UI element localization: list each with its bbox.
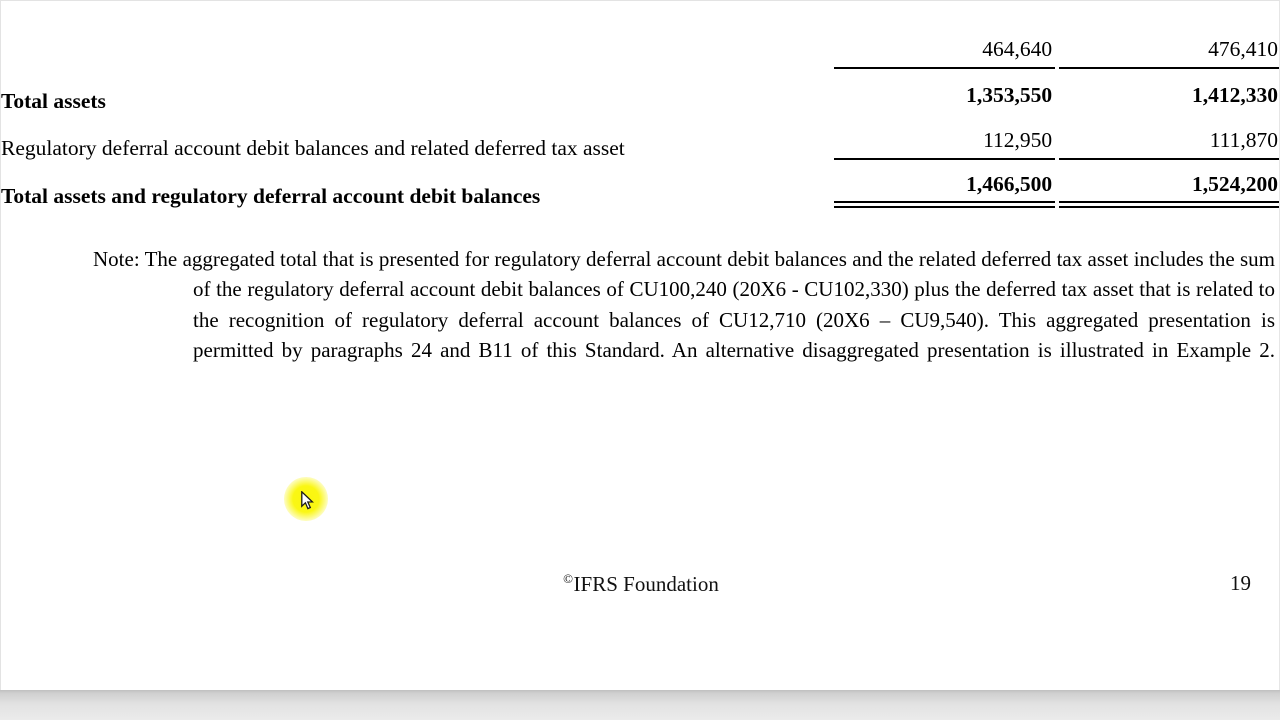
table-spacer-row bbox=[1, 160, 1280, 174]
value-text: 1,353,550 bbox=[966, 82, 1053, 107]
note-text: The aggregated total that is presented for regulatory deferral account debit balances and the related deferred tax asset includes the sum of the regulatory deferral account debit balances of CU100,240 (20X6 - CU102,330) plus the deferred tax asset that is related to the recognition of regulatory deferral account balances of CU12,710 (20X6 – CU9,540). This aggregated presentation is permitted by paragraphs 24 and B11 of this Standard. An alternative disaggregated presentation is illustrated in Example 2. bbox=[144, 247, 1275, 363]
row-label: Total assets and regulatory deferral account debit balances bbox=[1, 184, 541, 209]
table-spacer-row bbox=[1, 112, 1280, 130]
row-value-prior bbox=[1059, 171, 1280, 208]
footer-copyright bbox=[1, 571, 1280, 597]
row-value-current bbox=[834, 171, 1056, 208]
table-row bbox=[1, 39, 1280, 69]
table-row-grand-total bbox=[1, 174, 1280, 208]
row-label: Regulatory deferral account debit balances and related deferred tax asset bbox=[1, 136, 625, 160]
row-value-current bbox=[834, 39, 1056, 69]
cursor-highlight-icon bbox=[284, 477, 328, 521]
copyright-icon: © bbox=[563, 571, 574, 586]
value-text: 1,524,200 bbox=[1059, 174, 1280, 204]
table-row-regulatory-deferral bbox=[1, 130, 1280, 160]
spacer-cell bbox=[1, 69, 834, 85]
table-spacer-row bbox=[1, 1, 1280, 39]
footer-organization: IFRS Foundation bbox=[573, 572, 719, 596]
value-text: 112,950 bbox=[834, 130, 1056, 160]
spacer-cell bbox=[834, 1, 1056, 39]
row-value-current bbox=[834, 82, 1056, 113]
value-text: 476,410 bbox=[1059, 39, 1280, 69]
mouse-cursor bbox=[284, 477, 328, 521]
financial-statement-table bbox=[1, 1, 1280, 208]
row-value-prior bbox=[1059, 39, 1280, 69]
value-text: 464,640 bbox=[834, 39, 1056, 69]
spacer-cell bbox=[1059, 1, 1280, 39]
row-label bbox=[1, 39, 834, 69]
value-text: 111,870 bbox=[1059, 130, 1280, 160]
arrow-pointer-icon bbox=[301, 491, 315, 510]
spacer-cell bbox=[1, 1, 834, 39]
spacer-cell bbox=[1, 112, 834, 130]
spacer-cell bbox=[1, 160, 834, 174]
table-row-total-assets bbox=[1, 85, 1280, 113]
note-lead-label: Note: bbox=[93, 247, 140, 271]
window-bottom-chrome bbox=[0, 690, 1280, 720]
note-paragraph bbox=[93, 244, 1275, 396]
row-value-prior bbox=[1059, 130, 1280, 160]
double-rule bbox=[834, 206, 1056, 208]
row-value-prior bbox=[1059, 82, 1280, 113]
value-text: 1,466,500 bbox=[834, 174, 1056, 204]
row-label: Total assets bbox=[1, 88, 106, 113]
page-number: 19 bbox=[1230, 571, 1251, 595]
row-value-current bbox=[834, 130, 1056, 160]
note-block bbox=[93, 244, 1275, 396]
table-spacer-row bbox=[1, 69, 1280, 85]
double-rule bbox=[1059, 206, 1280, 208]
value-text: 1,412,330 bbox=[1192, 82, 1278, 107]
